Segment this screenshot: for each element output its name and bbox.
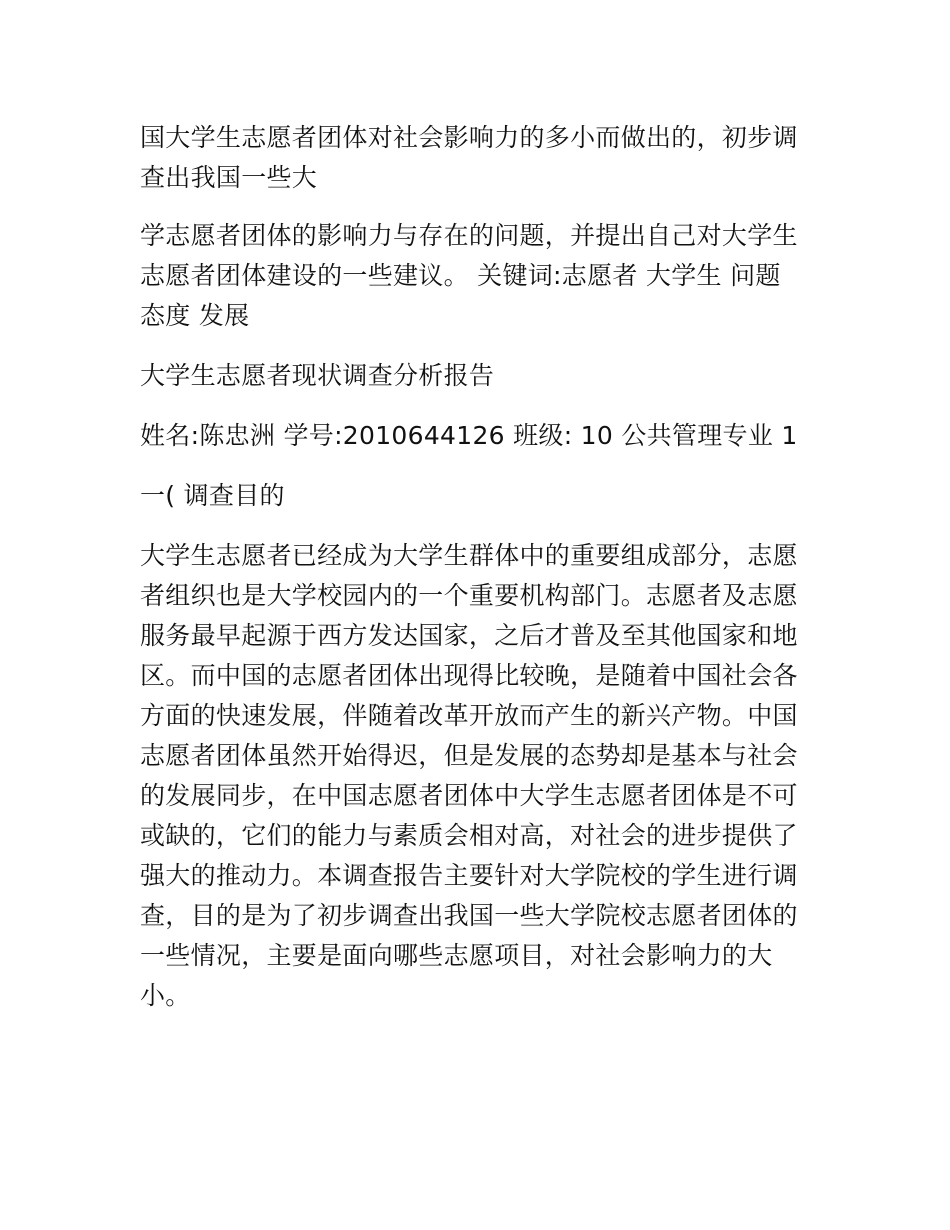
section-heading: 一( 调查目的 bbox=[140, 481, 285, 510]
intro-paragraph-continued: 国大学生志愿者团体对社会影响力的多小而做出的，初步调查出我国一些大 bbox=[140, 123, 798, 192]
author-info: 姓名:陈忠洲 学号:2010644126 班级: 10 公共管理专业 1 bbox=[140, 421, 798, 450]
body-paragraph: 大学生志愿者已经成为大学生群体中的重要组成部分，志愿者组织也是大学校园内的一个重要机构部门。志愿者及志愿服务最早起源于西方发达国家，之后才普及至其他国家和地区。而中国的志愿者团体出现得比较晚，是随着中国社会各方面的快速发展，伴随着改革开放而产生的新兴产物。中国志愿者团体虽然开始得迟，但是发展的态势却是基本与社会的发展同步，在中国志愿者团体中大学生志愿者团体是不可或缺的，它们的能力与素质会相对高，对社会的进步提供了强大的推动力。本调查报告主要针对大学院校的学生进行调查，目的是为了初步调查出我国一些大学院校志愿者团体的一些情况，主要是面向哪些志愿项目，对社会影响力的大小。 bbox=[140, 541, 798, 1010]
report-title: 大学生志愿者现状调查分析报告 bbox=[140, 361, 495, 390]
document-page bbox=[140, 118, 812, 1016]
abstract-keywords-paragraph: 学志愿者团体的影响力与存在的问题，并提出自己对大学生志愿者团体建设的一些建议。 关键词:志愿者 大学生 问题 态度 发展 bbox=[140, 221, 798, 330]
